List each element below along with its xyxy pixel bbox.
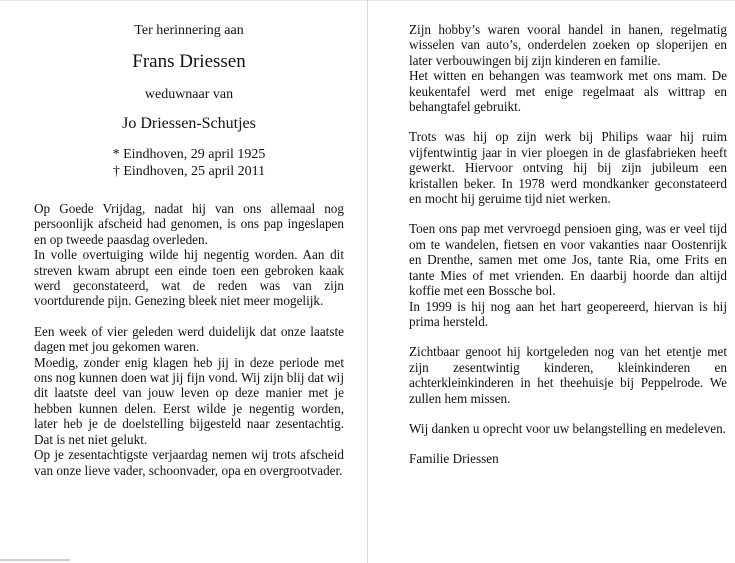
left-paragraph-5: Op je zesentachtigste verjaardag nemen wij trots afscheid van onze lieve vader, schoonvader, opa en overgrootvader. bbox=[34, 447, 344, 478]
left-paragraph-4: Moedig, zonder enig klagen heb jij in deze periode met ons nog kunnen doen wat jij fijn vond. Wij zijn blij dat wij dit laatste deel van jouw leven op deze manier met je hebben kunnen delen. Eerst wilde je negentig worden, later heb je de doelstelling bijgesteld naar zesentachtig. Dat is net niet gelukt. bbox=[34, 354, 344, 447]
deceased-name: Frans Driessen bbox=[132, 51, 246, 72]
intro-text: Ter herinnering aan bbox=[134, 23, 244, 38]
right-paragraph-6: Zichtbaar genoot hij kortgeleden nog van het etentje met zijn zesentwintig kinderen, kleinkinderen en achterkleinkinderen in het theehuisje bij Peppelrode. We zullen hem missen. bbox=[409, 344, 727, 406]
left-paragraph-2: In volle overtuiging wilde hij negentig worden. Aan dit streven kwam abrupt een einde toen een gebroken kaak werd geconstateerd, wat de reden was van zijn voortdurende pijn. Genezing bleek niet meer mogelijk. bbox=[34, 247, 344, 309]
right-paragraph-3: Trots was hij op zijn werk bij Philips waar hij ruim vijfentwintig jaar in vier ploegen in de glasfabrieken heeft gewerkt. Hiervoor ontving hij bij zijn jubileum een kristallen beker. In 1978 werd mondkanker geconstateerd en mocht hij geruime tijd niet werken. bbox=[409, 129, 727, 207]
card-header bbox=[34, 22, 344, 180]
right-paragraph-1: Zijn hobby’s waren vooral handel in hanen, regelmatig wisselen van auto’s, onderdelen zoeken op sloperijen en later verbouwingen bij zijn kinderen en familie. bbox=[409, 22, 727, 68]
relation-text: weduwnaar van bbox=[144, 87, 234, 102]
right-panel bbox=[409, 22, 727, 467]
left-paragraph-3: Een week of vier geleden werd duidelijk dat onze laatste dagen met jou gekomen waren. bbox=[34, 323, 344, 355]
right-paragraph-5: In 1999 is hij nog aan het hart geopereerd, hiervan is hij prima hersteld. bbox=[409, 298, 727, 329]
left-paragraph-1: Op Goede Vrijdag, nadat hij van ons allemaal nog persoonlijk afscheid had genomen, is ons pap ingeslapen en op tweede paasdag overleden. bbox=[34, 201, 344, 247]
left-panel bbox=[34, 22, 344, 478]
right-paragraph-2: Het witten en behangen was teamwork met ons mam. De keukentafel werd met enige regelmaat als wittrap en behangtafel gebruikt. bbox=[409, 68, 727, 115]
right-paragraph-4: Toen ons pap met vervroegd pensioen ging, was er veel tijd om te wandelen, fietsen en voor vakanties naar Oostenrijk en Drenthe, samen met ome Jos, tante Ria, ome Frits en tante Mies of met vrienden. En daarbij hoorde dan altijd koffie met een Bossche bol. bbox=[409, 221, 727, 299]
birth-date: * Eindhoven, 29 april 1925 bbox=[112, 147, 266, 162]
right-paragraph-7: Wij danken u oprecht voor uw belangstelling en medeleven. bbox=[409, 420, 726, 436]
signature: Familie Driessen bbox=[409, 451, 499, 467]
death-date: † Eindhoven, 25 april 2011 bbox=[112, 164, 266, 179]
scan-edge-mark bbox=[0, 559, 70, 561]
partner-name: Jo Driessen-Schutjes bbox=[122, 115, 256, 132]
center-fold bbox=[367, 0, 368, 563]
